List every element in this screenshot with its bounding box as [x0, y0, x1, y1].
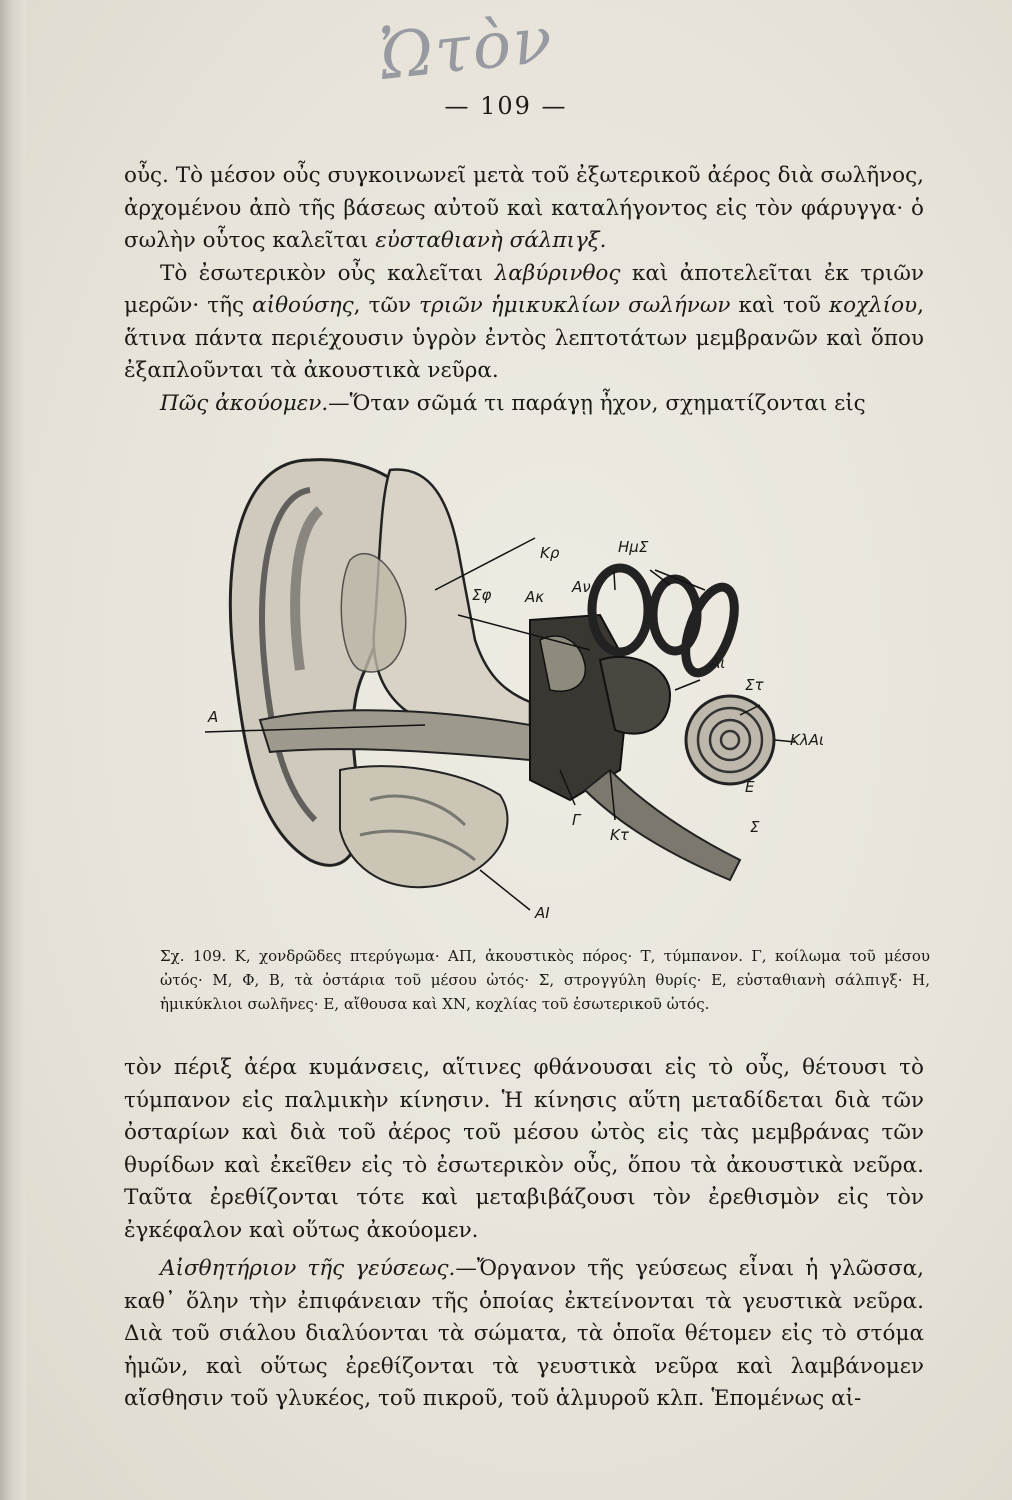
label-ai2: ΑΙ [535, 904, 550, 922]
p2-b: λαβύρινθος [494, 260, 621, 286]
handwritten-annotation: Ὠτὸν [376, 3, 558, 95]
paragraph-1-term: εὐσταθιανὴ σάλπιγξ. [375, 228, 607, 253]
text-bottom [124, 1052, 924, 1416]
label-ak: Ακ [525, 588, 545, 606]
label-kla: ΚλΑι [790, 731, 825, 749]
figure-caption: Σχ. 109. Κ, χονδρῶδες πτερύγωμα· ΑΠ, ἀκουστικὸς πόρος· Τ, τύμπανον. Γ, κοίλωμα τοῦ μέσου ὠτός· Μ, Φ, Β, τὰ ὀστάρια τοῦ μέσου ὠτός· Σ, στρογγύλη θυρίς· Ε, εὐσταθιανὴ σάλπιγξ· Η, ἡμικύκλιοι σωλῆνες· Ε, αἴθουσα καὶ ΧΝ, κοχλίας τοῦ ἐσωτερικοῦ ὠτός. [160, 947, 930, 1013]
ear-anatomy-figure [200, 440, 825, 930]
p2-i: , ἅτινα πάντα περιέχουσιν ὑγρὸν ἐντὸς λεπτοτάτων μεμβρανῶν καὶ ὅπου ἐξαπλοῦνται τὰ ἀκουστικὰ νεῦρα. [124, 293, 924, 383]
label-st: Στ [745, 676, 764, 694]
label-an: Αν [572, 578, 591, 596]
label-sf: Σφ [472, 586, 492, 604]
paragraph-1-text: οὖς. Τὸ μέσον οὖς συγκοινωνεῖ μετὰ τοῦ ἐξωτερικοῦ ἀέρος διὰ σωλῆνος, ἀρχομένου ἀπὸ τῆς βάσεως αὐτοῦ καὶ καταλήγοντος εἰς τὸν φάρυγγα· ὁ σωλὴν οὗτος καλεῖται [124, 163, 924, 253]
ear-diagram [200, 440, 825, 930]
p2-g: καὶ τοῦ [730, 293, 829, 318]
label-g: Γ [572, 811, 581, 829]
p2-f: τριῶν ἡμικυκλίων σωλήνων [419, 293, 731, 318]
label-a: Α [208, 708, 219, 726]
p5-heading: Αἰσθητήριον τῆς γεύσεως. [160, 1256, 456, 1281]
label-kr: Κρ [540, 544, 560, 562]
p3-text: —Ὅταν σῶμά τι παράγῃ ἦχον, σχηματίζονται εἰς [328, 390, 866, 416]
paragraph-1 [124, 160, 924, 258]
label-s: Σ [750, 818, 760, 836]
paragraph-3 [124, 388, 924, 421]
text-top [124, 160, 924, 420]
p2-e: , τῶν [353, 293, 420, 318]
label-e: Ε [745, 778, 755, 796]
book-spine [0, 0, 26, 1500]
p2-a: Τὸ ἐσωτερικὸν οὖς καλεῖται [160, 260, 495, 286]
p2-d: αἰθούσης [252, 293, 354, 318]
p5-text: —Ὄργανον τῆς γεύσεως εἶναι ἡ γλῶσσα, καθ᾽ ὅλην τὴν ἐπιφάνειαν τῆς ὁποίας ἐκτείνονται τὰ γευστικὰ νεῦρα. Διὰ τοῦ σιάλου διαλύονται τὰ σώματα, τὰ ὁποῖα θέτομεν εἰς τὸ στόμα ἡμῶν, καὶ οὕτως ἐρεθίζονται τὰ γευστικὰ νεῦρα καὶ λαμβάνομεν αἴσθησιν τοῦ γλυκέος, τοῦ πικροῦ, τοῦ ἁλμυροῦ κλπ. Ἑπομένως αἰ- [124, 1256, 924, 1411]
label-hms: ΗμΣ [618, 538, 649, 556]
paragraph-4: τὸν πέριξ ἀέρα κυμάνσεις, αἵτινες φθάνουσαι εἰς τὸ οὖς, θέτουσι τὸ τύμπανον εἰς παλμικὴν κίνησιν. Ἡ κίνησις αὕτη μεταδίδεται διὰ τῶν ὀσταρίων καὶ διὰ τοῦ ἀέρος τοῦ μέσου ὠτὸς εἰς τὰς μεμβράνας τῶν θυρίδων καὶ ἐκεῖθεν εἰς τὸ ἐσωτερικὸν οὖς, ὅπου τὰ ἀκουστικὰ νεῦρα. Ταῦτα ἐρεθίζονται τότε καὶ μεταβιβάζουσι τὸν ἐρεθισμὸν εἰς τὸν ἐγκέφαλον καὶ οὕτως ἀκούομεν. [124, 1055, 924, 1243]
paragraph-5 [124, 1253, 924, 1416]
page-number: — 109 — [444, 92, 568, 120]
paragraph-2 [124, 258, 924, 388]
label-ai: Αι [710, 654, 726, 672]
p2-h: κοχλίου [828, 293, 918, 318]
p2-c: καὶ ἀποτελεῖται ἐκ τριῶν μερῶν· τῆς [124, 260, 924, 318]
label-kt: Κτ [610, 826, 629, 844]
p3-heading: Πῶς ἀκούομεν. [160, 390, 329, 416]
